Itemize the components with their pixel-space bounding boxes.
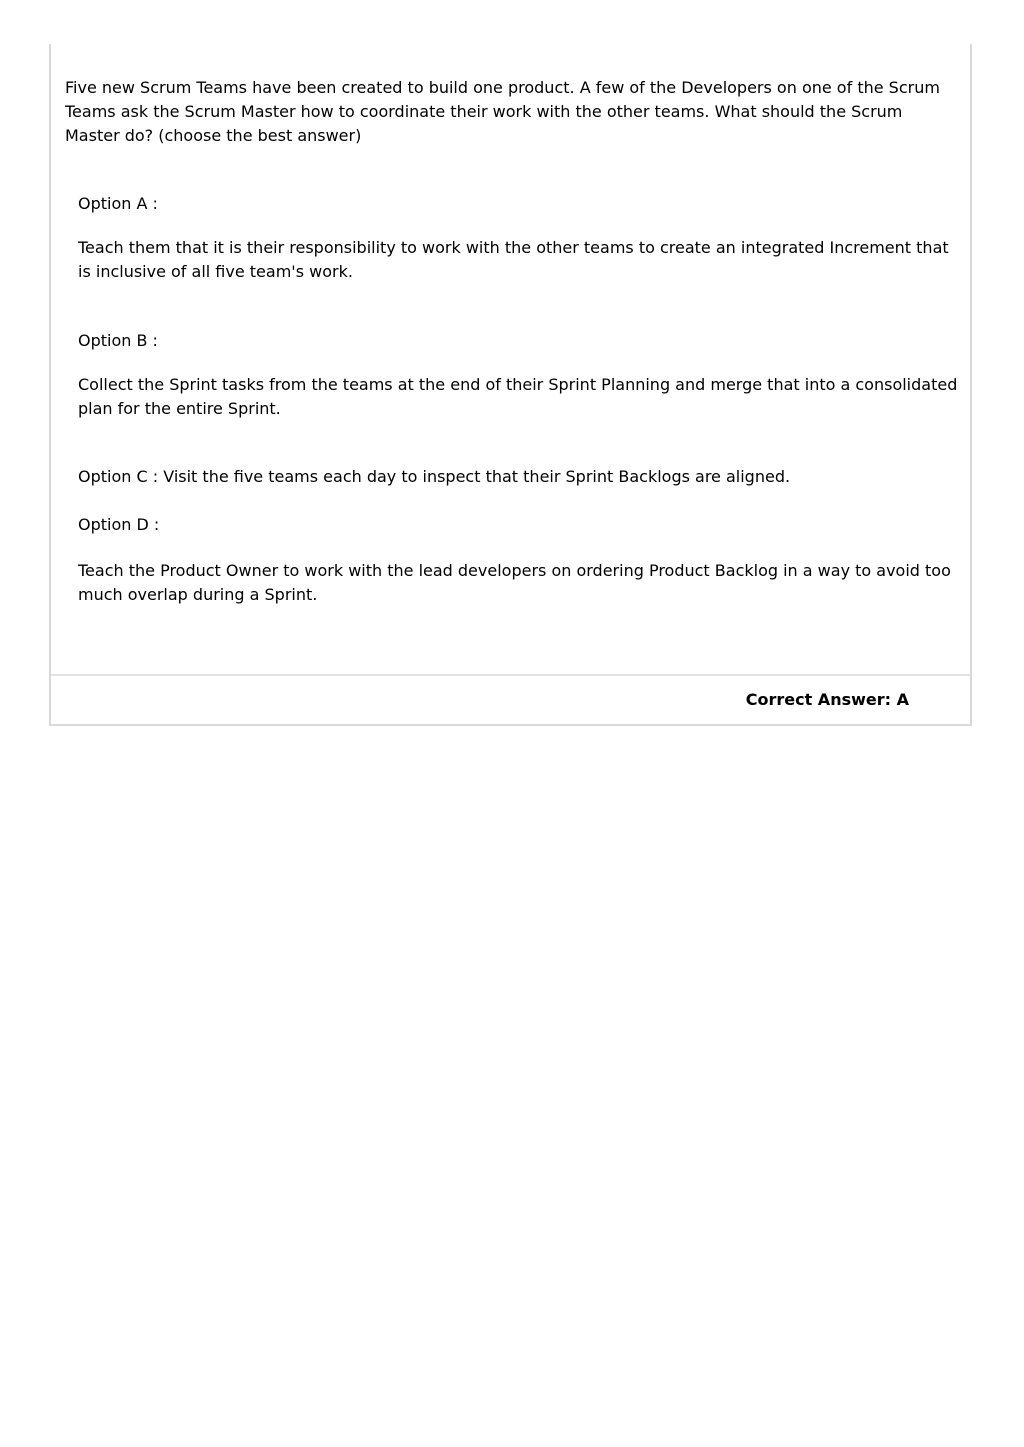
option-d-text: Teach the Product Owner to work with the lead developers on ordering Product Backlog in a way to avoid too much overlap during a Sprint.: [78, 561, 951, 604]
question-card: [49, 44, 972, 726]
option-a-label: Option A :: [78, 194, 158, 213]
correct-answer-label: Correct Answer:: [745, 690, 892, 709]
option-c-label: Option C :: [78, 467, 159, 486]
question-text: Five new Scrum Teams have been created to build one product. A few of the Developers on one of the Scrum Teams ask the Scrum Master how to coordinate their work with the other teams. What should the Scrum Master do? (choose the best answer): [65, 78, 940, 145]
option-a-text: Teach them that it is their responsibility to work with the other teams to create an integrated Increment that is inclusive of all five team's work.: [78, 238, 949, 281]
option-b-label: Option B :: [78, 331, 158, 350]
option-d-label: Option D :: [78, 515, 160, 534]
option-b-text: Collect the Sprint tasks from the teams at the end of their Sprint Planning and merge that into a consolidated plan for the entire Sprint.: [78, 375, 958, 418]
correct-answer-value: A: [896, 690, 909, 709]
option-c-text: Visit the five teams each day to inspect that their Sprint Backlogs are aligned.: [163, 467, 791, 486]
footer-divider: [51, 674, 970, 676]
correct-answer: [746, 688, 909, 712]
option-c-row: [78, 465, 790, 489]
